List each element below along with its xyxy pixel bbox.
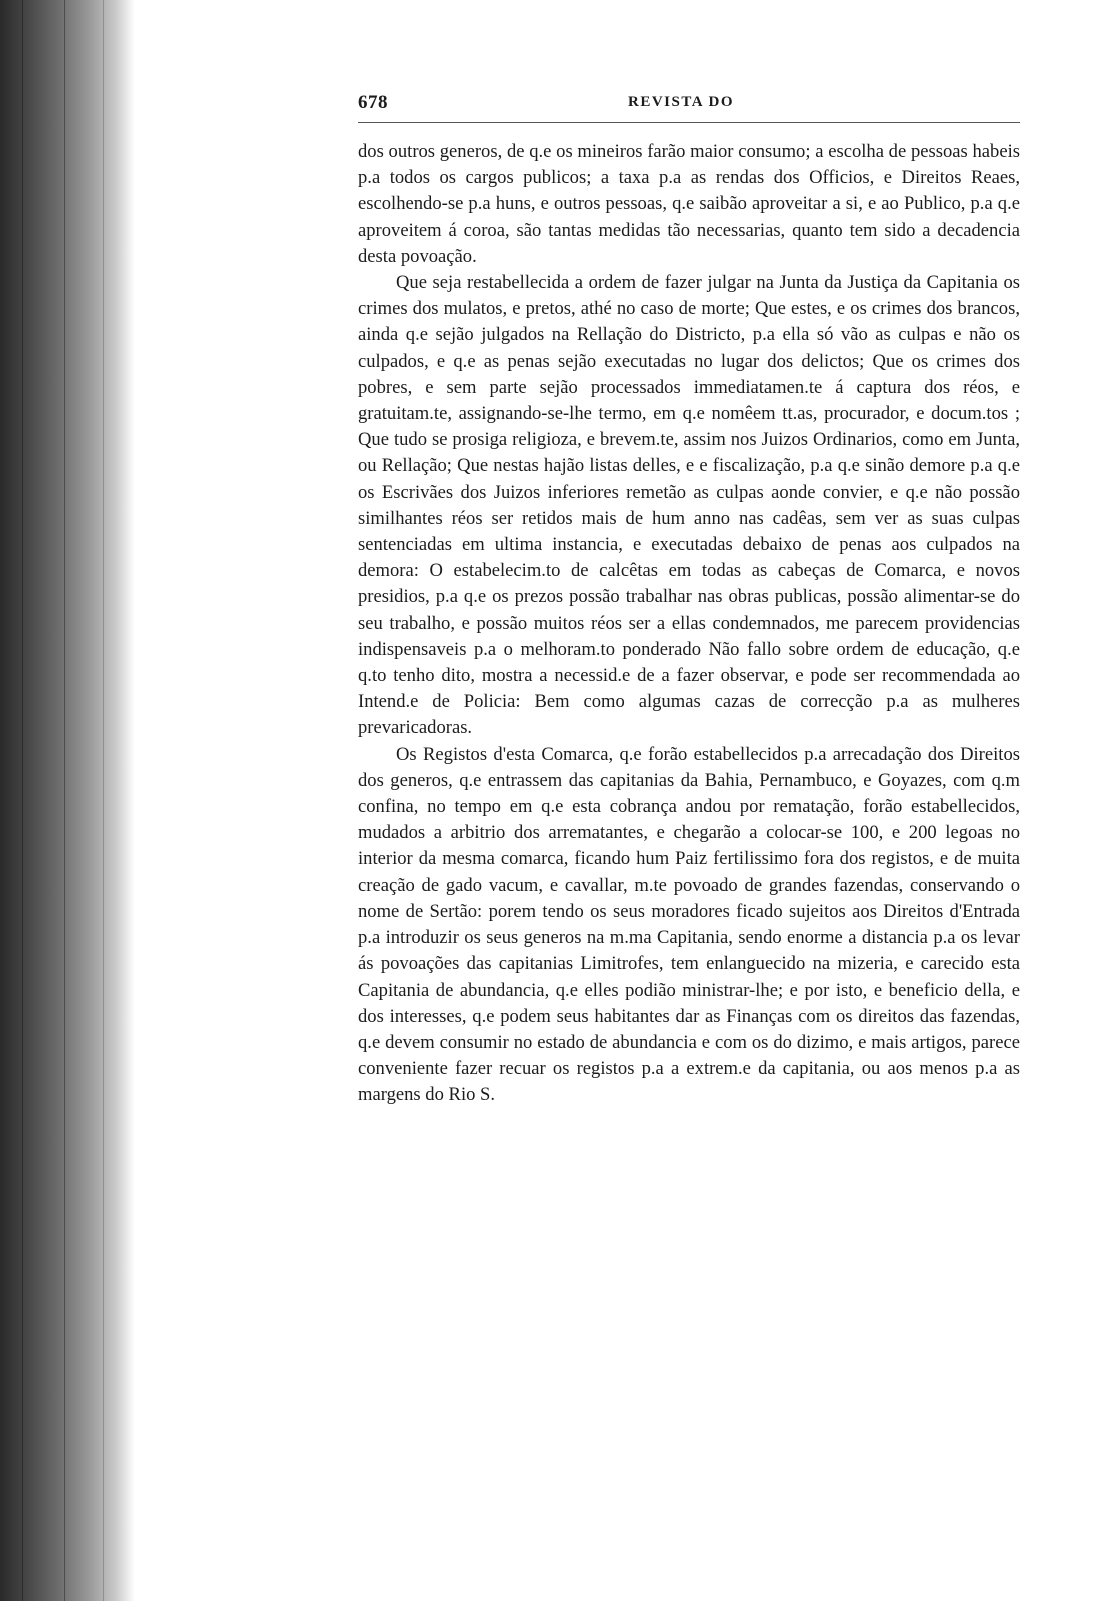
page-number: 678 (358, 92, 388, 113)
page-body (358, 139, 1020, 1109)
journal-title: REVISTA DO (628, 94, 734, 110)
binding-crease (103, 0, 104, 1601)
paragraph: Que seja restabellecida a ordem de fazer julgar na Junta da Justiça da Capitania os crimes dos mulatos, e pretos, athé no caso de morte; Que estes, e os crimes dos brancos, ainda q.e sejão julgados na Rellação do Districto, p.a ella só vão as culpas e não os culpados, e q.e as penas sejão executadas no lugar dos delictos; Que os crimes dos pobres, e sem parte sejão processados immediatamen.te á captura dos réos, e gratuitam.te, assignando-se-lhe termo, em q.e nomêem tt.as, procurador, e docum.tos ; Que tudo se prosiga religioza, e brevem.te, assim nos Juizos Ordinarios, como em Junta, ou Rellação; Que nestas hajão listas delles, e e fiscalização, p.a q.e sinão demore p.a q.e os Escrivães dos Juizos inferiores remetão as culpas aonde convier, e q.e não possão similhantes réos ser retidos mais de hum anno nas cadêas, sem ver as suas culpas sentenciadas em ultima instancia, e executadas debaixo de penas aos culpados na demora: O estabelecim.to de calcêtas em todas as cabeças de Comarca, e novos presidios, p.a q.e os prezos possão trabalhar nas obras publicas, possão alimentar-se do seu trabalho, e possão muitos réos ser a ellas condemnados, me parecem providencias indispensaveis p.a o melhoram.to ponderado Não fallo sobre ordem de educação, q.e q.to tenho dito, mostra a necessid.e de a fazer observar, e pode ser recommendada ao Intend.e de Policia: Bem como algumas cazas de correcção p.a as mulheres prevaricadoras. (358, 272, 1020, 739)
running-head (358, 92, 1020, 122)
paragraph: dos outros generos, de q.e os mineiros farão maior consumo; a escolha de pessoas habeis p.a todos os cargos publicos; a taxa p.a as rendas dos Officios, e Direitos Reaes, escolhendo-se p.a huns, e outros pessoas, q.e saibão aproveitar a si, e ao Publico, p.a q.e aproveitem á coroa, são tantas medidas tão necessarias, quanto tem sido a decadencia desta povoação. (358, 141, 1020, 267)
book-page (358, 92, 1020, 1109)
paragraph: Os Registos d'esta Comarca, q.e forão estabellecidos p.a arrecadação dos Direitos dos generos, q.e entrassem das capitanias da Bahia, Pernambuco, e Goyazes, com q.m confina, no tempo em q.e esta cobrança andou por rematação, forão estabellecidos, mudados a arbitrio dos arrematantes, e chegarão a colocar-se 100, e 200 legoas no interior da mesma comarca, ficando hum Paiz fertilissimo fora dos registos, e de muita creação de gado vacum, e cavallar, m.te povoado de grandes fazendas, conservando o nome de Sertão: porem tendo os seus moradores ficado sujeitos aos Direitos d'Entrada p.a introduzir os seus generos na m.ma Capitania, sendo enorme a distancia p.a os levar ás povoações das capitanias Limitrofes, tem enlanguecido na mizeria, e carecido esta Capitania de abundancia, q.e elles podião ministrar-lhe; e por isto, e beneficio della, e dos interesses, q.e podem seus habitantes dar as Finanças com os direitos das fazendas, q.e devem consumir no estado de abundancia e com os do dizimo, e mais artigos, parece conveniente fazer recuar os registos p.a a extrem.e da capitania, ou aos menos p.a as margens do Rio S. (358, 743, 1020, 1106)
book-binding-shadow (0, 0, 135, 1601)
header-rule (358, 122, 1020, 123)
binding-crease (22, 0, 23, 1601)
binding-crease (64, 0, 65, 1601)
